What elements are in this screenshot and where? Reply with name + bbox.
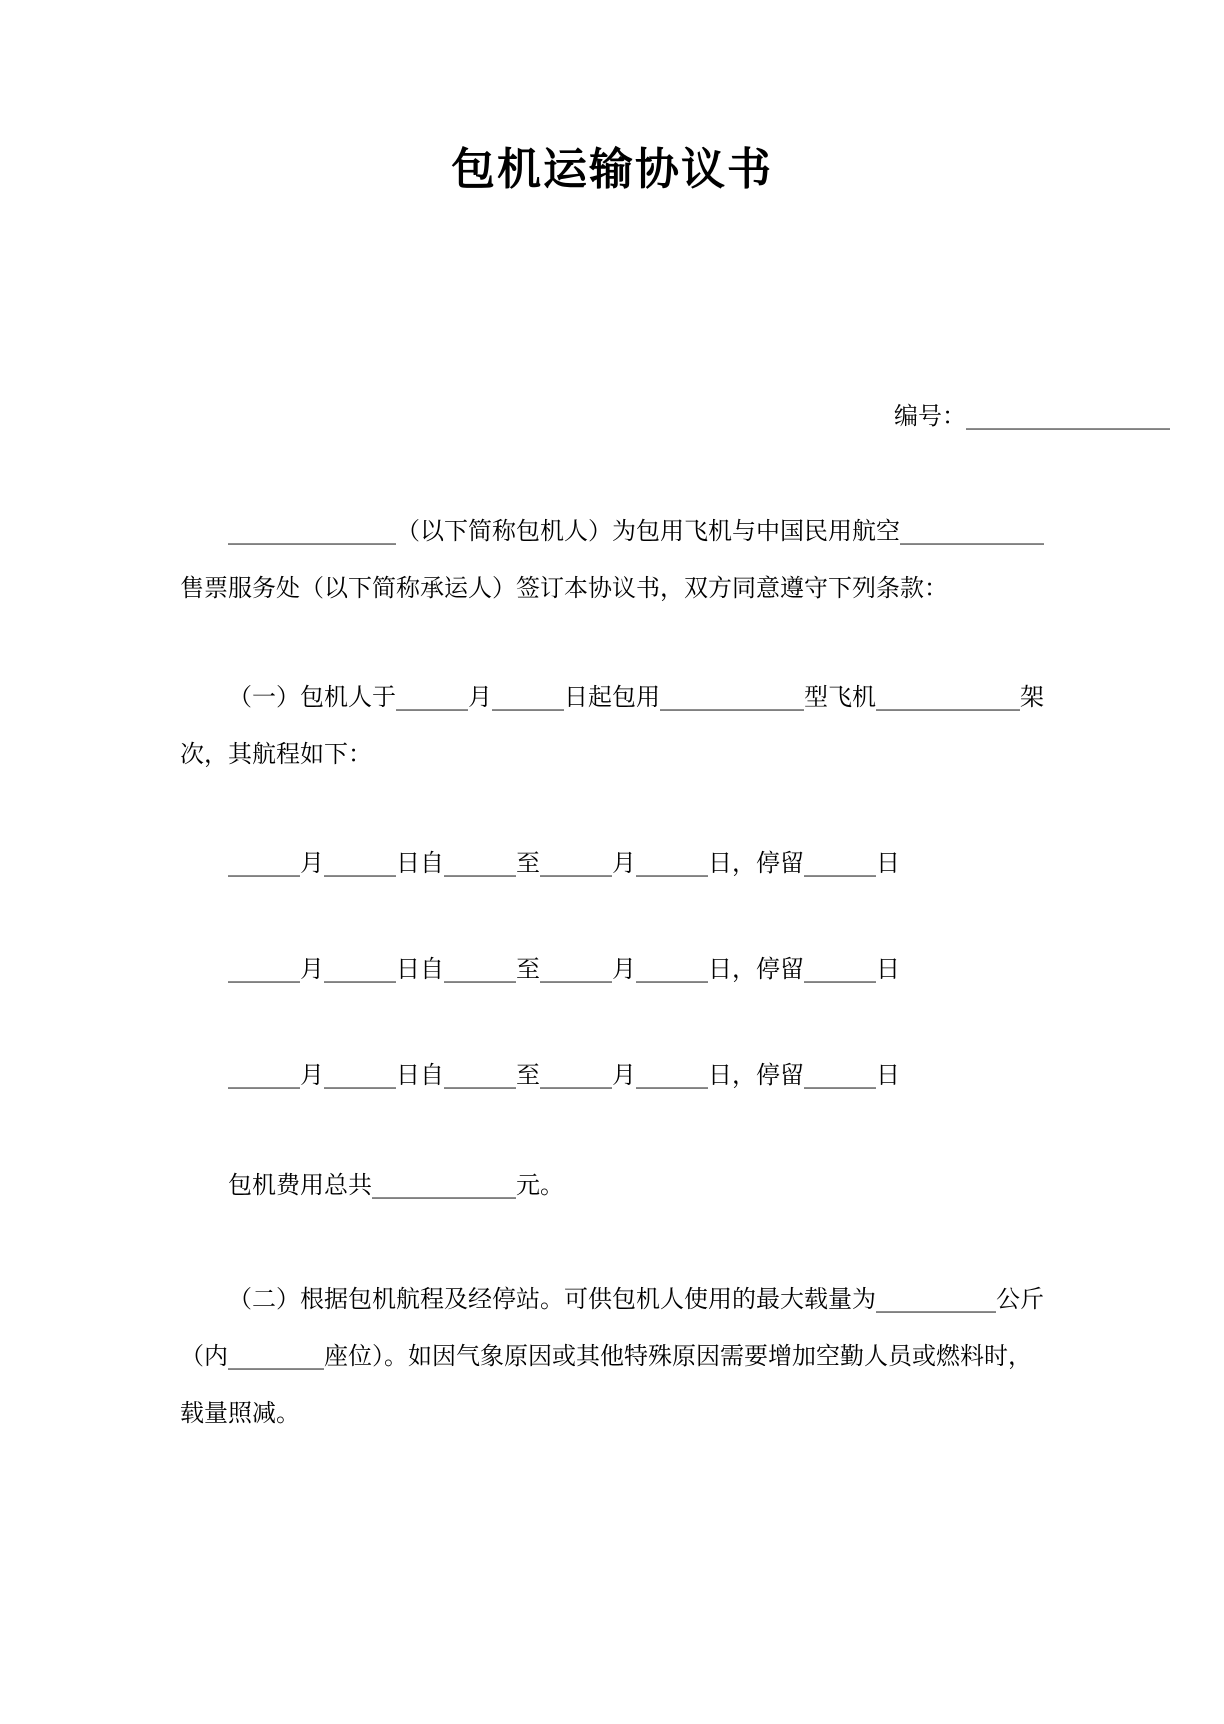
itinerary-line-3-text: ______月______日自______至______月______日，停留______日 [228,1061,900,1089]
fee-paragraph [180,1157,1044,1214]
clause-two-line-3: 载量照减。 [180,1399,300,1427]
clause-one-line-1: （一）包机人于______月______日起包用____________型飞机____________架 [228,683,1044,711]
document-title: 包机运输协议书 [451,144,773,195]
itinerary-line-1-text: ______月______日自______至______月______日，停留______日 [228,849,900,877]
itinerary-line-2 [180,941,1044,998]
itinerary-line-1 [180,835,1044,892]
intro-paragraph [180,503,1044,617]
clause-two-paragraph [180,1271,1044,1442]
document-body [180,503,1044,1442]
intro-line-2: 售票服务处（以下简称承运人）签订本协议书，双方同意遵守下列条款： [180,574,948,602]
clause-one-line-2: 次，其航程如下： [180,740,372,768]
serial-number-line: 编号：_________________ [894,402,1170,430]
clause-two-line-1: （二）根据包机航程及经停站。可供包机人使用的最大载量为__________公斤 [228,1285,1044,1313]
clause-one-paragraph [180,669,1044,783]
clause-two-line-2: （内________座位）。如因气象原因或其他特殊原因需要增加空勤人员或燃料时， [180,1342,1032,1370]
intro-line-1: ______________（以下简称包机人）为包用飞机与中国民用航空____________ [228,517,1044,545]
itinerary-line-2-text: ______月______日自______至______月______日，停留______日 [228,955,900,983]
fee-line-text: 包机费用总共____________元。 [228,1171,564,1199]
itinerary-line-3 [180,1047,1044,1104]
